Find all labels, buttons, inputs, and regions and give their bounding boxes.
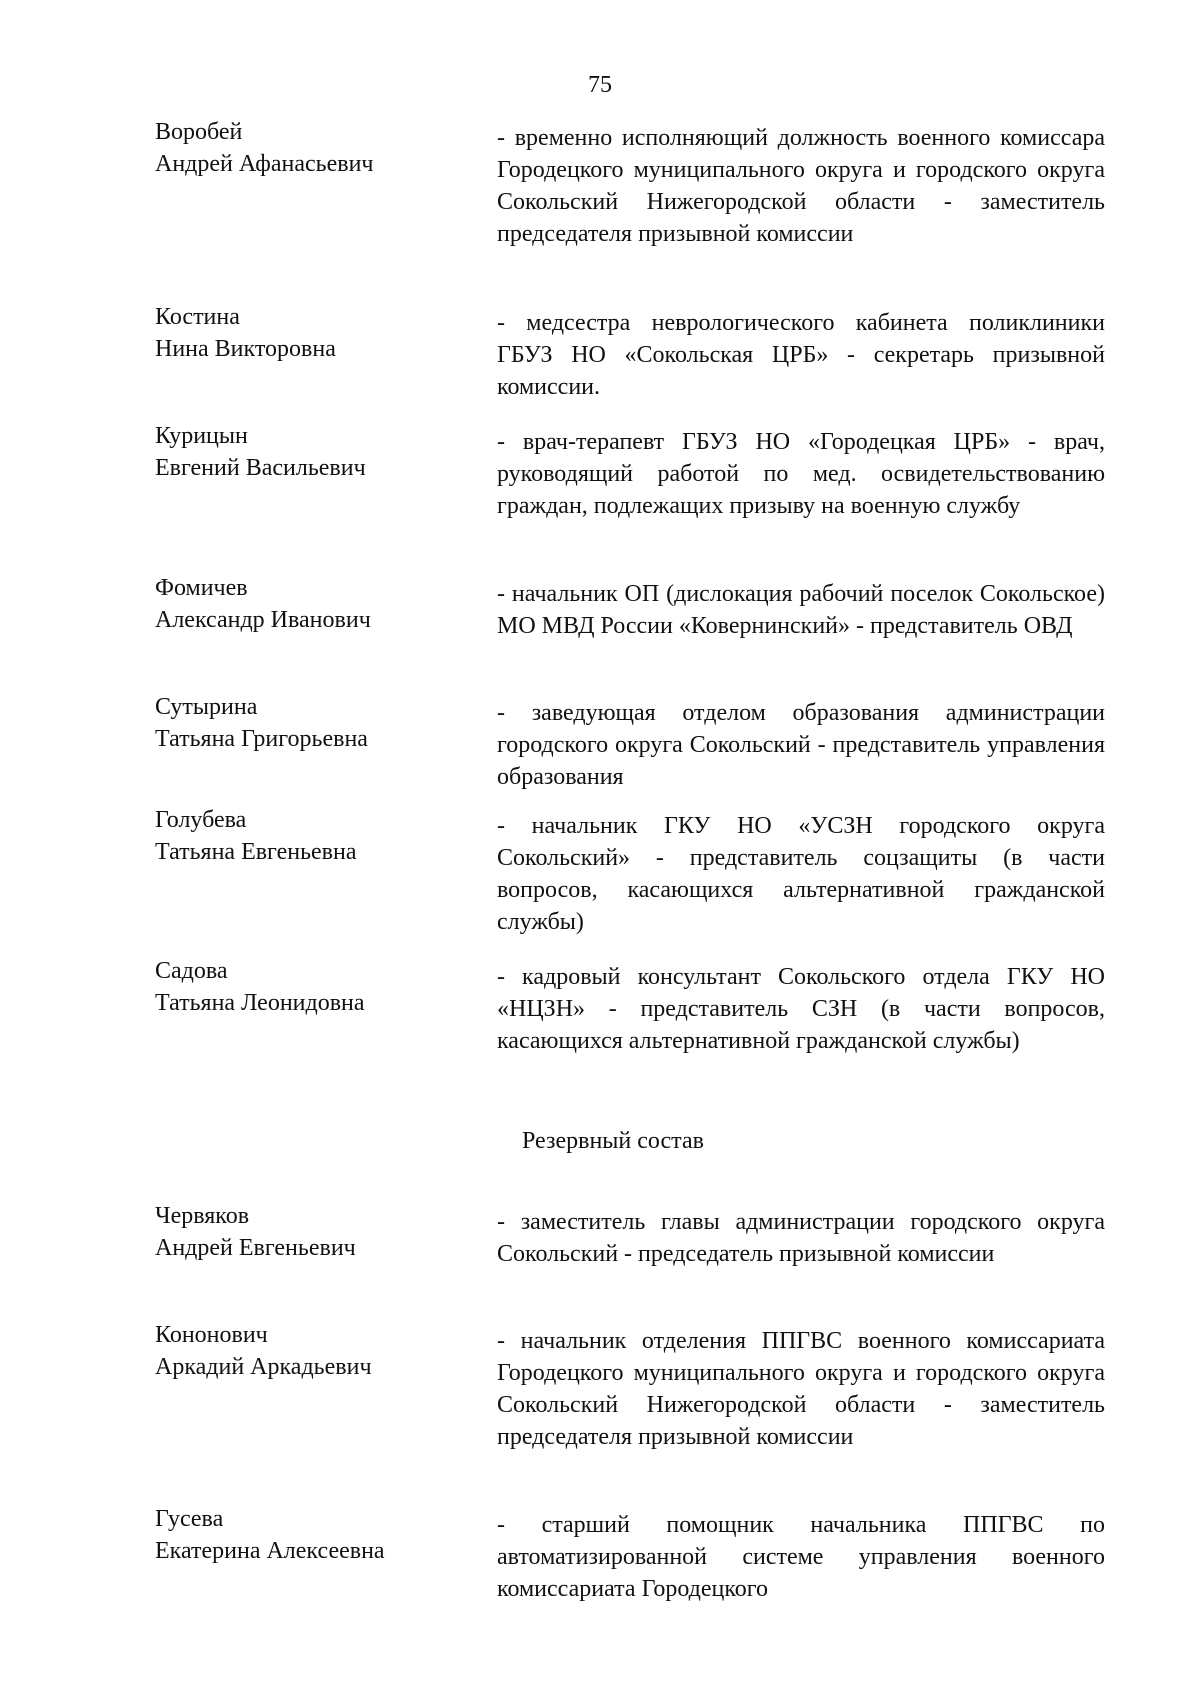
member-name [155,420,465,484]
member-first-names: Аркадий Аркадьевич [155,1354,372,1380]
member-name [155,1503,465,1567]
member-role: - медсестра неврологического кабинета поликлиники ГБУЗ НО «Сокольская ЦРБ» - секретарь призывной комиссии. [497,310,1105,400]
member-last-name: Костина [155,304,240,330]
member-name [155,116,465,180]
member-name [155,1200,465,1264]
member-name [155,955,465,1019]
member-role: - начальник отделения ППГВС военного комиссариата Городецкого муниципального округа и городского округа Сокольский Нижегородской области - заместитель председателя призывной комиссии [497,1328,1105,1450]
member-last-name: Кононович [155,1322,268,1348]
member-first-names: Екатерина Алексеевна [155,1538,385,1564]
member-first-names: Татьяна Евгеньевна [155,839,357,865]
member-name [155,804,465,868]
reserve-section-title: Резервный состав [522,1128,704,1154]
member-last-name: Воробей [155,119,243,145]
member-first-names: Андрей Евгеньевич [155,1235,356,1261]
member-role: - старший помощник начальника ППГВС по автоматизированной системе управления военного комиссариата Городецкого [497,1512,1105,1602]
member-role: - начальник ОП (дислокация рабочий поселок Сокольское) МО МВД России «Ковернинский» - представитель ОВД [497,581,1105,639]
member-last-name: Фомичев [155,575,248,601]
member-name [155,691,465,755]
member-last-name: Садова [155,958,228,984]
member-name [155,1319,465,1383]
member-name [155,301,465,365]
member-first-names: Андрей Афанасьевич [155,151,374,177]
member-role: - кадровый консультант Сокольского отдела ГКУ НО «НЦЗН» - представитель СЗН (в части вопросов, касающихся альтернативной гражданской службы) [497,964,1105,1054]
member-role: - заместитель главы администрации городского округа Сокольский - председатель призывной комиссии [497,1209,1105,1267]
member-first-names: Нина Викторовна [155,336,336,362]
member-last-name: Гусева [155,1506,224,1532]
member-last-name: Сутырина [155,694,258,720]
member-role: - начальник ГКУ НО «УСЗН городского округа Сокольский» - представитель соцзащиты (в части вопросов, касающихся альтернативной гражданской службы) [497,813,1105,935]
member-last-name: Курицын [155,423,248,449]
member-role: - врач-терапевт ГБУЗ НО «Городецкая ЦРБ» - врач, руководящий работой по мед. освидетельствованию граждан, подлежащих призыву на военную службу [497,429,1105,519]
member-first-names: Александр Иванович [155,607,371,633]
member-role: - заведующая отделом образования администрации городского округа Сокольский - представитель управления образования [497,700,1105,790]
member-last-name: Червяков [155,1203,250,1229]
page-number: 75 [588,72,612,98]
member-first-names: Евгений Васильевич [155,455,366,481]
member-last-name: Голубева [155,807,247,833]
member-role: - временно исполняющий должность военного комиссара Городецкого муниципального округа и городского округа Сокольский Нижегородской области - заместитель председателя призывной комиссии [497,125,1105,247]
member-first-names: Татьяна Леонидовна [155,990,365,1016]
member-first-names: Татьяна Григорьевна [155,726,368,752]
member-name [155,572,465,636]
